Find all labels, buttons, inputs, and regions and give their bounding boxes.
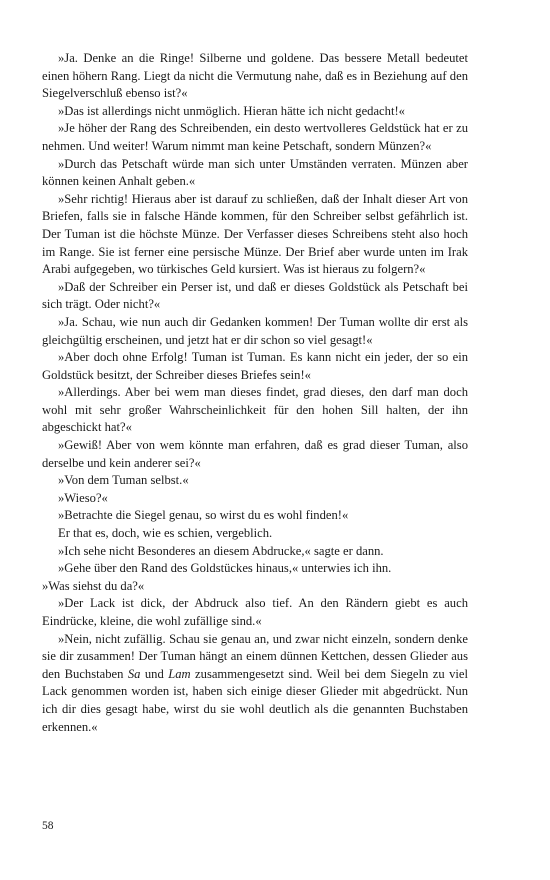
body-text <box>42 50 468 736</box>
paragraph-18-und: und <box>140 666 169 681</box>
paragraph-7: »Ja. Schau, wie nun auch dir Gedanken kommen! Der Tuman wollte dir erst als gleichgültig erscheinen, und jetzt hat er dir schon so viel gesagt!« <box>42 314 468 347</box>
paragraph-16-continuation: »Was siehst du da?« <box>42 578 145 593</box>
paragraph-5: »Sehr richtig! Hieraus aber ist darauf zu schließen, daß der Inhalt dieser Art von Briefen, falls sie in falsche Hände kommen, für den Schreiber selbst gefährlich ist. Der Tuman ist die höchste Münze. Der Verfasser dieses Schreibens steht also hoch im Range. Sie ist ferner eine persische Münze. Der Brief aber wurde unten im Irak Arabi aufgegeben, wo türkisches Geld kursiert. Was ist hieraus zu folgern?« <box>42 191 468 277</box>
paragraph-3: »Je höher der Rang des Schreibenden, ein desto wertvolleres Geldstück hat er zu nehmen. Und weiter! Warum nimmt man keine Petschaft, sondern Münzen?« <box>42 121 468 153</box>
paragraph-4: »Durch das Petschaft würde man sich unter Umständen verraten. Münzen aber können keinen Anhalt geben.« <box>42 156 468 189</box>
paragraph-2: »Das ist allerdings nicht unmöglich. Hieran hätte ich nicht gedacht!« <box>58 103 405 118</box>
paragraph-8: »Aber doch ohne Erfolg! Tuman ist Tuman. Es kann nicht ein jeder, der so ein Goldstück besitzt, der Schreiber dieses Briefes sein!« <box>42 350 468 382</box>
letter-lam: Lam <box>168 666 191 681</box>
paragraph-6: »Daß der Schreiber ein Perser ist, und daß er dieses Goldstück als Petschaft bei sich trägt. Oder nicht?« <box>42 279 468 312</box>
paragraph-1: »Ja. Denke an die Ringe! Silberne und goldene. Das bessere Metall bedeutet einen höhern Rang. Liegt da nicht die Vermutung nahe, daß es in Beziehung auf den Siegelverschluß ebenso ist?« <box>42 51 468 101</box>
paragraph-11: »Von dem Tuman selbst.« <box>58 473 189 488</box>
paragraph-14: Er that es, doch, wie es schien, vergeblich. <box>58 526 273 541</box>
letter-sa: Sa <box>127 666 141 681</box>
paragraph-9: »Allerdings. Aber bei wem man dieses findet, grad dieses, den darf man doch wohl mit sehr großer Wahrscheinlichkeit für den hohen Sill halten, der ihn abgeschickt hat?« <box>42 385 468 435</box>
paragraph-18-part2: zusammengesetzt sind. Weil bei dem Siegeln zu viel Lack genommen worden ist, haben sich einige dieser Glieder mit abgedrückt. Nun ich dir dies gesagt habe, wirst du sie wohl deutlich als die genannten Buchstaben erkennen.« <box>42 666 468 734</box>
paragraph-18-part1: »Nein, nicht zufällig. Schau sie genau an, und zwar nicht einzeln, sondern denke sie dir zusammen! Der Tuman hängt an einem dünnen Kettchen, dessen Glieder aus den Buchstaben <box>42 631 468 681</box>
paragraph-10: »Gewiß! Aber von wem könnte man erfahren, daß es grad dieser Tuman, also derselbe und kein anderer sei?« <box>42 438 468 470</box>
paragraph-13: »Betrachte die Siegel genau, so wirst du es wohl finden!« <box>58 508 349 523</box>
paragraph-17: »Der Lack ist dick, der Abdruck also tief. An den Rändern giebt es auch Eindrücke, kleine, die wohl zufällige sind.« <box>42 596 468 628</box>
page-number: 58 <box>42 820 54 832</box>
paragraph-15: »Ich sehe nicht Besonderes an diesem Abdrucke,« sagte er dann. <box>58 543 384 558</box>
paragraph-16: »Gehe über den Rand des Goldstückes hinaus,« unterwies ich ihn. <box>58 561 392 576</box>
paragraph-18 <box>42 631 468 737</box>
paragraph-12: »Wieso?« <box>58 490 108 505</box>
